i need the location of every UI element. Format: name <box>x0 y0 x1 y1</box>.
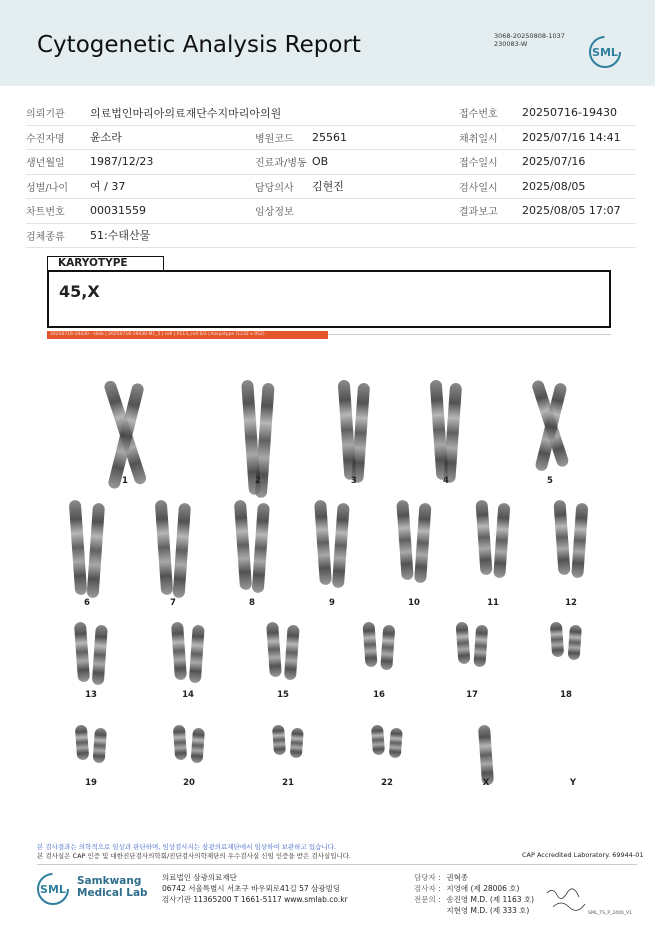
chromosome <box>396 500 414 581</box>
chromosome <box>414 503 432 584</box>
chromosome <box>173 725 187 761</box>
received-time: 2025/07/16 <box>522 155 586 169</box>
patient-name: 윤소라 <box>90 131 122 145</box>
chromosome-label: 11 <box>487 598 499 608</box>
accreditation: CAP Accredited Laboratory. 69944-01 <box>522 851 644 859</box>
chromosome-label: 21 <box>282 778 294 788</box>
collect-time: 2025/07/16 14:41 <box>522 130 621 144</box>
chromosome-label: 20 <box>183 778 195 788</box>
company-name: Samkwang Medical Lab <box>77 875 148 899</box>
report-header <box>0 0 655 86</box>
chromosome <box>191 728 205 764</box>
sex-age: 여 / 37 <box>90 180 126 194</box>
doctor: 김현진 <box>312 180 344 194</box>
chromosome-label: 18 <box>560 690 572 700</box>
chromosome <box>69 500 88 596</box>
chromosome <box>351 383 370 484</box>
chromosome <box>362 622 377 668</box>
chart-no: 00031559 <box>90 204 146 218</box>
info-row: 성별/나이 여 / 37 담당의사 김현진 검사일시 2025/08/05 <box>26 175 636 200</box>
chromosome-label: 6 <box>84 598 90 608</box>
chromosome <box>86 503 105 599</box>
sml-logo-icon <box>588 35 622 69</box>
karyotype-result-box <box>47 270 611 328</box>
chromosome <box>456 622 471 665</box>
chromosome-label: 22 <box>381 778 393 788</box>
chromosome <box>475 500 492 576</box>
chromosome <box>389 728 403 759</box>
chromosome <box>93 728 107 764</box>
info-row: 검체종류 51:수태산물 <box>26 224 636 249</box>
info-row: 수진자명 윤소라 병원코드 25561 채취일시 2025/07/16 14:41 <box>26 126 636 151</box>
chromosome-label: X <box>482 778 490 788</box>
chromosome <box>553 500 570 576</box>
chromosome-label: 7 <box>170 598 176 608</box>
chromosome <box>568 625 582 661</box>
chromosome <box>266 622 282 678</box>
chromosome-label: 17 <box>466 690 478 700</box>
footer-note: 본 검사결과는 의학적으로 임상과 판단하며, 임상검사지는 삼광의료재단에서 임상하여 보관하고 있습니다. <box>37 843 337 851</box>
chromosome-label: 4 <box>443 476 449 486</box>
chromosome <box>284 625 300 681</box>
karyotype-value: 45,X <box>59 282 100 301</box>
footer-cap-note: 본 검사실은 CAP 인증 및 대한진단검사의학회/진단검사의학재단의 우수검사실 신임 인증을 받은 검사실입니다. <box>37 852 352 860</box>
chromosome <box>171 622 187 681</box>
dob: 1987/12/23 <box>90 155 154 169</box>
chromosome-label: 16 <box>373 690 385 700</box>
result-time: 2025/08/05 17:07 <box>522 204 621 218</box>
chromosome <box>478 725 494 786</box>
karyogram-image <box>0 340 655 800</box>
report-id: 3068-20250808-1037 230083-W <box>494 32 565 48</box>
svg-text:SML: SML <box>40 883 66 896</box>
chromosome-label: 12 <box>565 598 577 608</box>
signature-icon <box>545 883 590 913</box>
specimen: 51:수태산물 <box>90 229 151 243</box>
chromosome-label: 19 <box>85 778 97 788</box>
karyotype-label: KARYOTYPE <box>47 256 164 270</box>
ward-code: 25561 <box>312 130 347 144</box>
chromosome <box>571 503 588 579</box>
report-title: Cytogenetic Analysis Report <box>37 32 361 58</box>
dept: OB <box>312 155 329 169</box>
chromosome-label: 1 <box>122 476 128 486</box>
requesting-org: 의료법인마리아의료재단수지마리아의원 <box>90 106 282 120</box>
info-row: 생년월일 1987/12/23 진료과/병동 OB 접수일시 2025/07/16 <box>26 150 636 175</box>
chromosome-label: 10 <box>408 598 420 608</box>
chromosome <box>290 728 304 759</box>
chromosome-label: 15 <box>277 690 289 700</box>
chromosome-label: 9 <box>329 598 335 608</box>
chromosome-label: Y <box>569 778 577 788</box>
chromosome <box>380 625 395 671</box>
chromosome <box>550 622 564 658</box>
chromosome <box>443 383 462 484</box>
divider <box>328 334 611 335</box>
chromosome <box>155 500 174 596</box>
chromosome-label: 5 <box>547 476 553 486</box>
company-address: 의료법인 삼광의료재단 06742 서울특별시 서초구 바우뫼로41길 57 삼광빌딩 검사기관 11365200 T 1661-5117 www.smlab.co.kr <box>162 873 348 904</box>
info-row: 차트번호 00031559 임상정보 결과보고 2025/08/05 17:07 <box>26 199 636 224</box>
chromosome-label: 8 <box>249 598 255 608</box>
chromosome <box>74 622 90 683</box>
exam-time: 2025/08/05 <box>522 179 586 193</box>
chromosome-label: 14 <box>182 690 194 700</box>
chromosome <box>473 625 488 668</box>
chromosome-label: 13 <box>85 690 97 700</box>
chromosome <box>92 625 108 686</box>
receipt-no: 20250716-19430 <box>522 106 617 120</box>
sml-footer-logo-icon <box>36 872 70 906</box>
divider <box>37 864 637 865</box>
chromosome <box>172 503 191 599</box>
chromosome <box>189 625 205 684</box>
chromosome <box>234 500 252 591</box>
form-code: SML_TS_P_2400_V1 <box>588 911 632 916</box>
chromosome <box>371 725 385 756</box>
chromosome <box>75 725 89 761</box>
info-row: 의뢰기관 의료법인마리아의료재단수지마리아의원 접수번호 20250716-19430 <box>26 101 636 126</box>
patient-info-table <box>26 101 636 248</box>
svg-text:SML: SML <box>592 46 618 59</box>
chromosome <box>332 503 350 589</box>
chromosome <box>272 725 286 756</box>
staff-list: 담당자 : 권혁종 검사자 : 지영애 (제 28006 호) 전문의 : 송진영 M.D. (제 1163 호) 지현영 M.D. (제 333 호) <box>414 873 535 915</box>
image-caption-bar: 20250716-19430 - slide | 20250716-19430.M1_5 | cell | P113_cell 0/2 | Karyotype (1232 x 952) <box>47 331 328 339</box>
chromosome-label: 2 <box>255 476 261 486</box>
chromosome <box>493 503 510 579</box>
chromosome-label: 3 <box>351 476 357 486</box>
chromosome <box>252 503 270 594</box>
chromosome <box>314 500 332 586</box>
